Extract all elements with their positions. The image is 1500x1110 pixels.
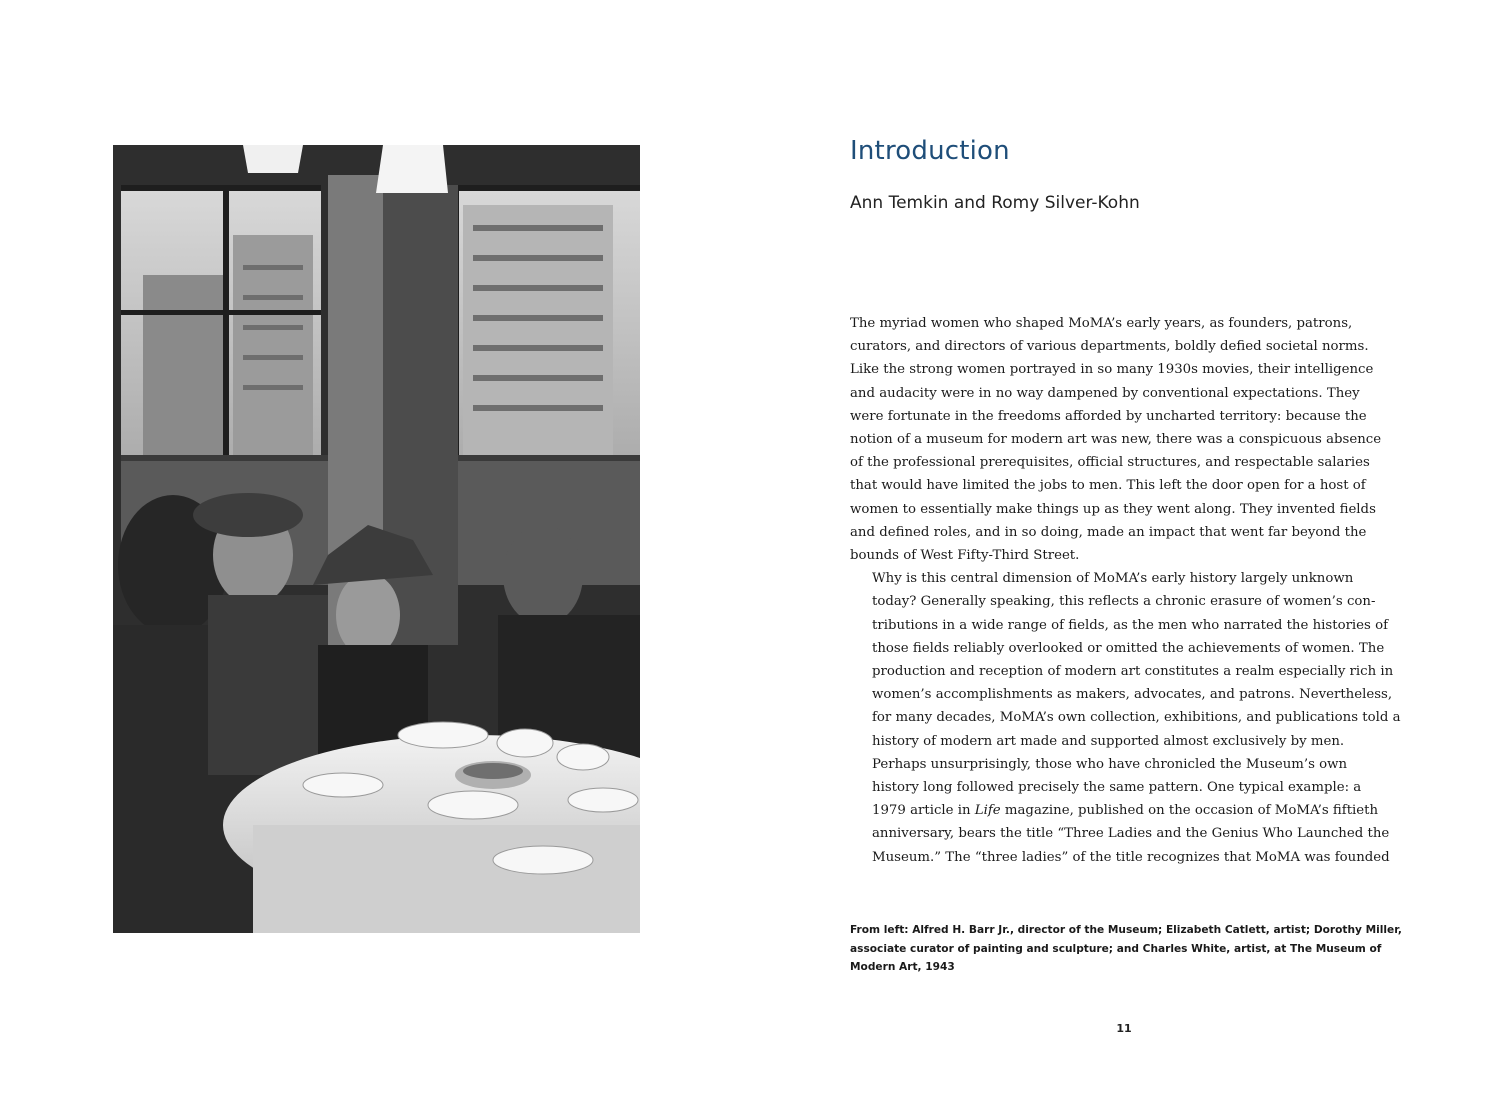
group-photo-icon xyxy=(113,145,640,933)
text-line: The myriad women who shaped MoMA’s early years, as founders, patrons, xyxy=(850,316,1353,331)
text-line: history of modern art made and supported almost exclusively by men. xyxy=(872,733,1345,749)
text-line: today? Generally speaking, this reflects a chronic erasure of women’s con- xyxy=(872,594,1376,610)
body-text xyxy=(850,312,1400,869)
text-line: that would have limited the jobs to men. This left the door open for a host of xyxy=(850,478,1366,494)
caption-line: Modern Art, 1943 xyxy=(850,961,955,973)
text-line: history long followed precisely the same pattern. One typical example: a xyxy=(872,780,1362,796)
text-line: for many decades, MoMA’s own collection, exhibitions, and publications told a xyxy=(872,710,1401,726)
page-title: Introduction xyxy=(850,136,1010,166)
text-line: and audacity were in no way dampened by conventional expectations. They xyxy=(850,385,1360,401)
text-line: 1979 article in Life magazine, published on the occasion of MoMA’s fiftieth xyxy=(872,803,1379,819)
text-line: bounds of West Fifty-Third Street. xyxy=(850,548,1080,564)
photo-caption xyxy=(850,921,1410,977)
paragraph-1 xyxy=(850,312,1400,567)
text-line: curators, and directors of various departments, boldly defied societal norms. xyxy=(850,339,1369,355)
text-line: Perhaps unsurprisingly, those who have chronicled the Museum’s own xyxy=(872,756,1348,772)
paragraph-2 xyxy=(850,567,1400,753)
page-number: 11 xyxy=(1116,1022,1132,1035)
text-line: Museum.” The “three ladies” of the title recognizes that MoMA was founded xyxy=(872,849,1390,865)
text-line: Why is this central dimension of MoMA’s early history largely unknown xyxy=(872,571,1354,587)
text-line: women to essentially make things up as they went along. They invented fields xyxy=(850,501,1376,517)
text-line: notion of a museum for modern art was new, there was a conspicuous absence xyxy=(850,432,1382,448)
caption-line: associate curator of painting and sculpture; and Charles White, artist, at The Museum of xyxy=(850,942,1382,955)
text-line: of the professional prerequisites, official structures, and respectable salaries xyxy=(850,455,1370,471)
magazine-title: Life xyxy=(974,803,1001,819)
text-line: those fields reliably overlooked or omitted the achievements of women. The xyxy=(872,640,1385,656)
text-line: tributions in a wide range of fields, as the men who narrated the histories of xyxy=(872,617,1389,633)
paragraph-3 xyxy=(850,753,1400,869)
text-line: were fortunate in the freedoms afforded by uncharted territory: because the xyxy=(850,408,1367,424)
text-line: anniversary, bears the title “Three Ladies and the Genius Who Launched the xyxy=(872,826,1390,842)
caption-line: From left: Alfred H. Barr Jr., director of the Museum; Elizabeth Catlett, artist; Dorothy Miller, xyxy=(850,924,1402,936)
authors: Ann Temkin and Romy Silver-Kohn xyxy=(850,193,1140,213)
text-line: and defined roles, and in so doing, made an impact that went far beyond the xyxy=(850,524,1367,540)
group-photo xyxy=(113,145,640,933)
text-line: production and reception of modern art constitutes a realm especially rich in xyxy=(872,664,1394,680)
text-line: women’s accomplishments as makers, advocates, and patrons. Nevertheless, xyxy=(872,687,1393,703)
text-line: Like the strong women portrayed in so many 1930s movies, their intelligence xyxy=(850,362,1374,378)
